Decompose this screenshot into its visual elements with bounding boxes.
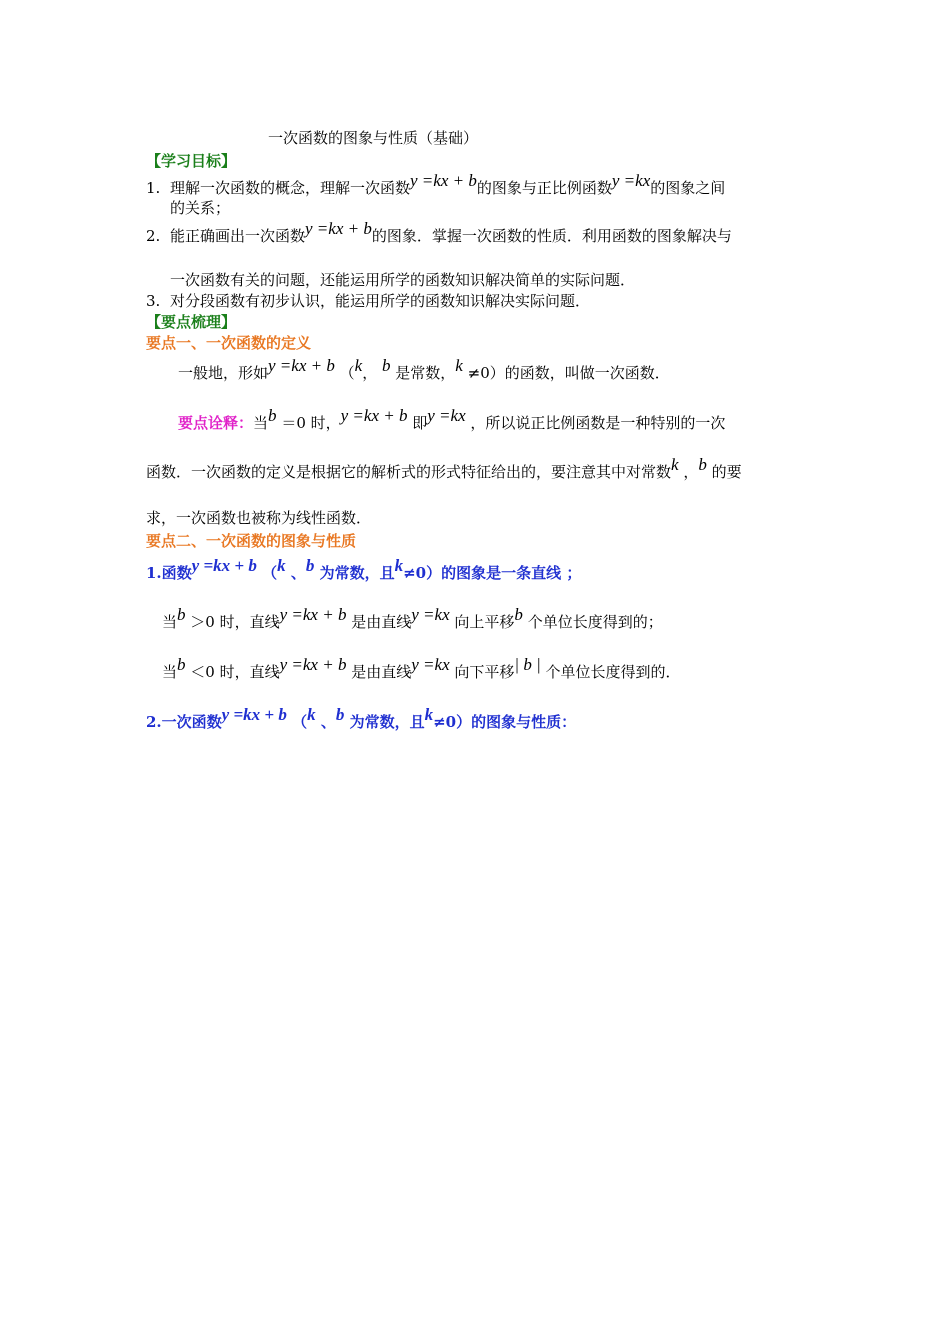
point2-item-1: [146, 556, 582, 583]
text: 一般地，形如: [178, 364, 269, 382]
section-learning-goals: 【学习目标】: [146, 152, 237, 170]
var-k: k: [455, 356, 463, 375]
var-k: k: [277, 556, 286, 575]
page-title: 一次函数的图象与性质（基础）: [268, 129, 479, 147]
var-b: b: [514, 605, 523, 624]
var-k: k: [307, 705, 316, 724]
formula: y =kx: [411, 605, 450, 624]
text: 1.函数: [146, 564, 192, 582]
goal-number: 3.: [146, 292, 161, 310]
point2-heading: 要点二、一次函数的图象与性质: [146, 532, 357, 550]
text: 个单位长度得到的；: [527, 613, 663, 631]
section-key-points: 【要点梳理】: [146, 313, 237, 331]
point1-note-line2: [146, 455, 742, 482]
text: 能正确画出一次函数: [170, 227, 306, 245]
text: 2.一次函数: [146, 713, 222, 731]
formula: y =kx + b: [340, 406, 408, 425]
text: 对分段函数有初步认识，能运用所学的函数知识解决实际问题．: [170, 292, 591, 310]
formula: y =kx + b: [191, 556, 257, 575]
formula: y =kx: [611, 171, 651, 190]
var-k: k: [354, 356, 363, 375]
text: 为常数，且: [319, 564, 395, 582]
text: 的要: [711, 463, 742, 481]
goal-item-1: [146, 171, 726, 198]
goal-item-1-cont: 的关系；: [170, 199, 231, 217]
text: 是由直线: [351, 663, 412, 681]
var-b: b: [177, 605, 186, 624]
text: 函数．一次函数的定义是根据它的解析式的形式特征给出的，要注意其中对常数: [146, 463, 672, 481]
formula: y =kx + b: [279, 605, 347, 624]
var-k: k: [424, 705, 434, 724]
text: ＞0 时，直线: [190, 613, 280, 631]
text: 向上平移: [454, 613, 515, 631]
goal-number: 1.: [146, 179, 161, 197]
text: （: [292, 713, 308, 731]
text: ≠0）的图象是一条直线 ；: [403, 564, 582, 582]
goal-item-2-cont: 一次函数有关的问题，还能运用所学的函数知识解决简单的实际问题．: [170, 271, 636, 289]
text: 当: [162, 613, 178, 631]
formula: y =kx + b: [279, 655, 347, 674]
goal-item-3: [146, 291, 590, 311]
var-b: b: [268, 406, 277, 425]
text: ，: [683, 463, 699, 481]
formula: y =kx + b: [221, 705, 287, 724]
text: 的图象与正比例函数: [476, 179, 612, 197]
point1-heading: 要点一、一次函数的定义: [146, 334, 312, 352]
text: 是常数，: [395, 364, 456, 382]
point1-note-line3: 求，一次函数也被称为线性函数．: [146, 509, 372, 527]
text: 、: [290, 564, 306, 582]
text: 为常数，且: [349, 713, 425, 731]
var-k: k: [671, 455, 679, 474]
text: 即: [412, 414, 428, 432]
var-b: b: [305, 556, 315, 575]
text: （: [262, 564, 278, 582]
text: ＜0 时，直线: [190, 663, 280, 681]
formula: y =kx: [411, 655, 450, 674]
text: ，: [362, 364, 378, 382]
text: ，所以说正比例函数是一种特别的一次: [470, 414, 726, 432]
text: 是由直线: [351, 613, 412, 631]
text: 当: [253, 414, 269, 432]
formula: y =kx + b: [268, 356, 335, 375]
var-b: b: [177, 655, 186, 674]
text: （: [339, 364, 355, 382]
point2-case-positive: [162, 605, 663, 632]
goal-item-2: [146, 219, 732, 246]
text: 个单位长度得到的．: [545, 663, 681, 681]
text: ≠0）的图象与性质：: [433, 713, 577, 731]
formula: y =kx + b: [305, 219, 372, 238]
text: 的图象．掌握一次函数的性质．利用函数的图象解决与: [371, 227, 732, 245]
var-b: b: [382, 356, 391, 375]
formula: y =kx + b: [410, 171, 477, 190]
var-b: b: [698, 455, 707, 474]
text: ＝0 时，: [281, 414, 341, 432]
point1-definition: [178, 356, 670, 383]
point2-case-negative: [162, 655, 681, 682]
goal-number: 2.: [146, 227, 161, 245]
var-k: k: [394, 556, 404, 575]
var-b: b: [335, 705, 345, 724]
text: 当: [162, 663, 178, 681]
text: 、: [320, 713, 336, 731]
text: 向下平移: [454, 663, 515, 681]
note-label: 要点诠释：: [178, 414, 254, 432]
text: 的图象之间: [650, 179, 726, 197]
point1-note: [178, 406, 726, 433]
formula: y =kx: [427, 406, 466, 425]
text: ≠0）的函数，叫做一次函数．: [467, 364, 670, 382]
point2-item-2: [146, 705, 577, 732]
text: 理解一次函数的概念，理解一次函数: [170, 179, 411, 197]
abs-b: | b |: [514, 655, 541, 674]
